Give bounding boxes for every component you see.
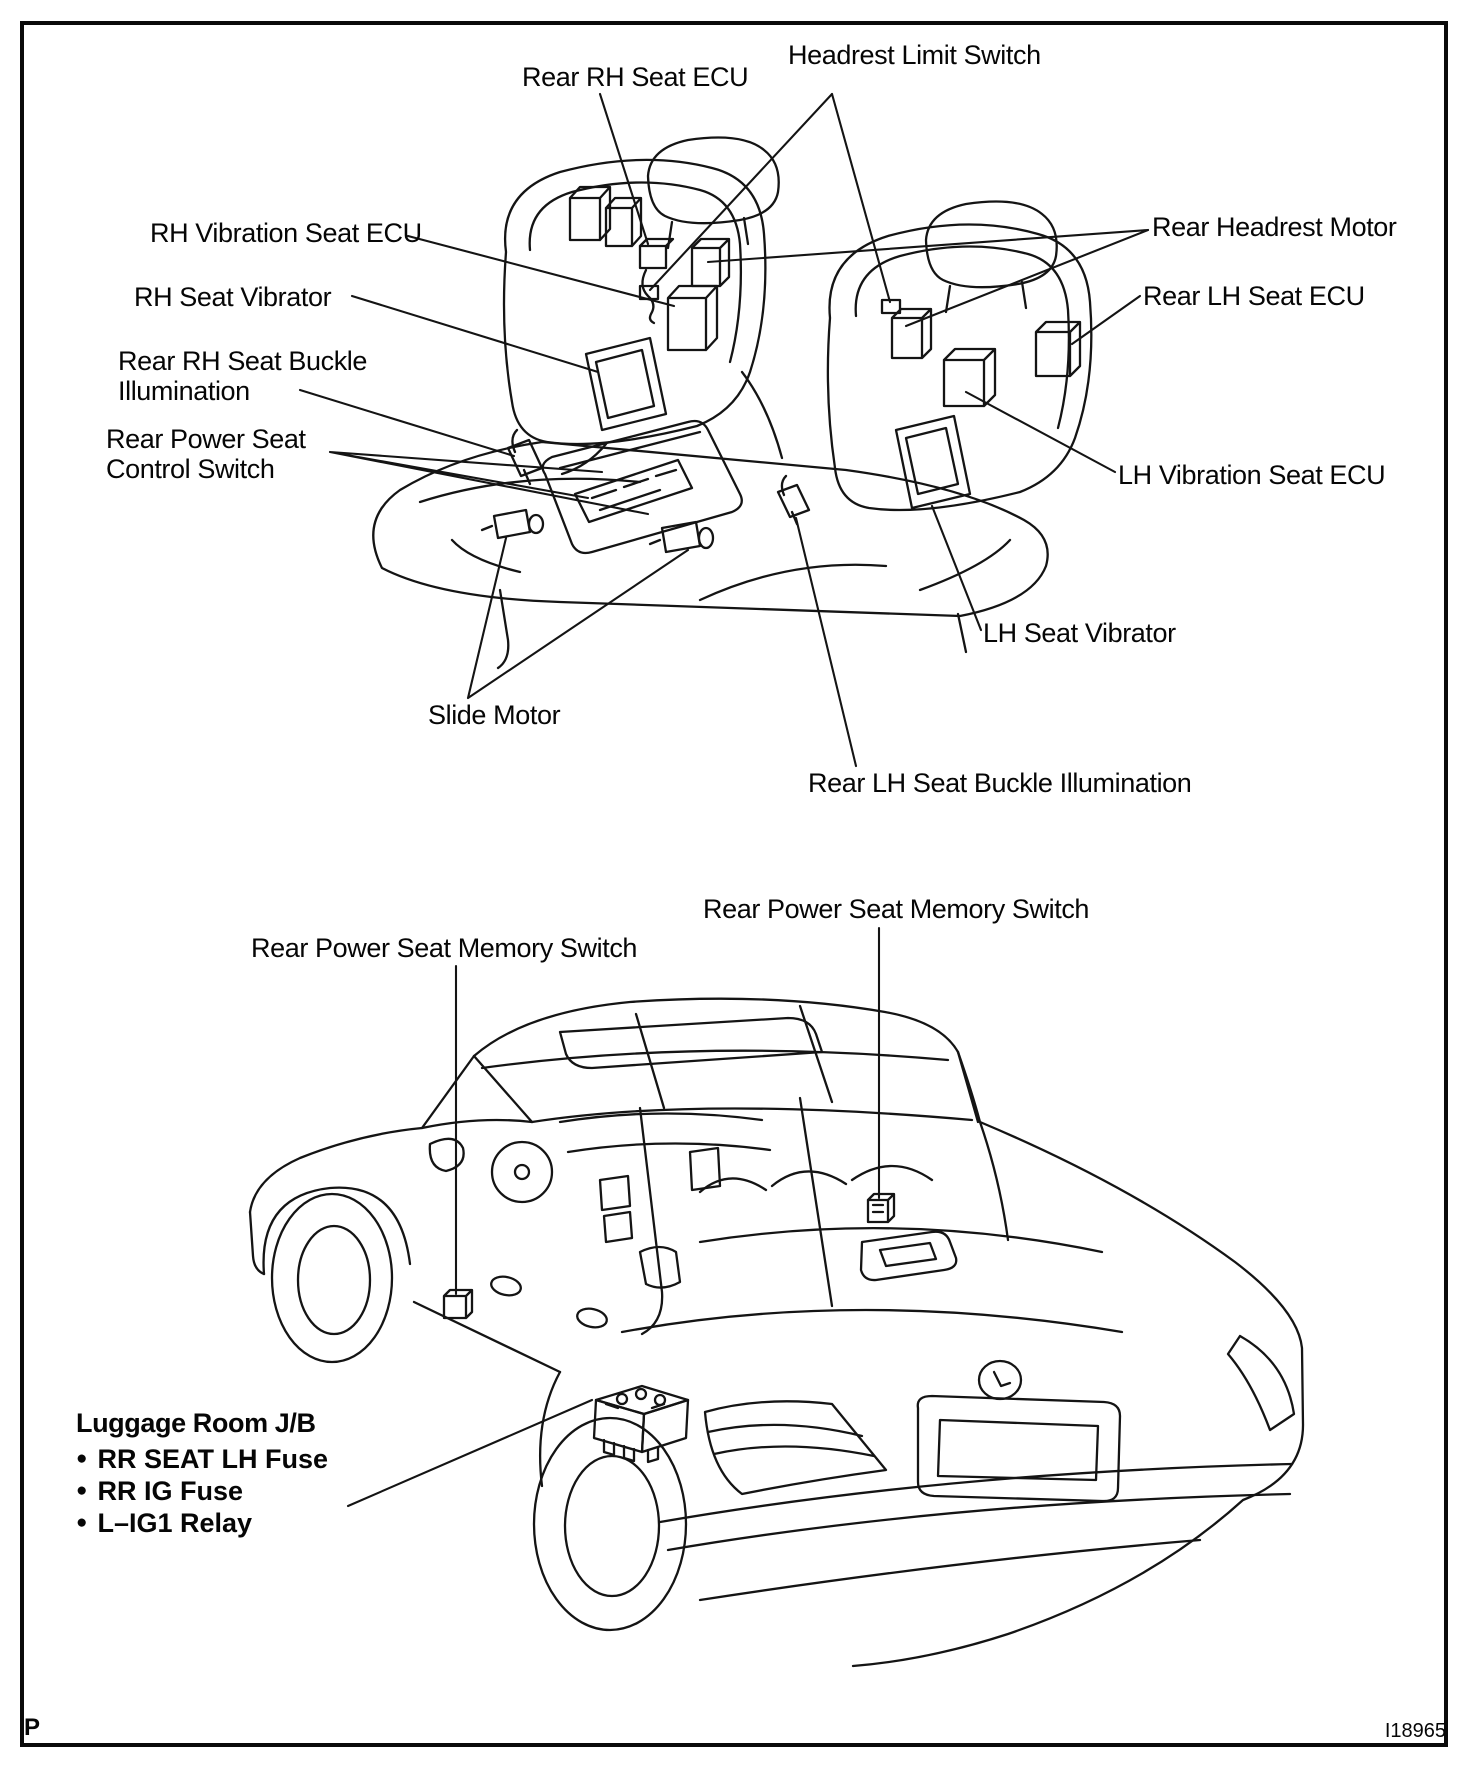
figure-code: I18965 — [1384, 1720, 1446, 1742]
luggage-room-jb-title: Luggage Room J/B — [76, 1408, 316, 1438]
lh-vibration-seat-ecu-art — [944, 349, 995, 406]
label-rear-power-seat-control-switch — [106, 424, 306, 484]
memory-switch-boxes-art — [444, 1194, 894, 1318]
label-headrest-limit-switch: Headrest Limit Switch — [788, 40, 1041, 70]
label-rear-headrest-motor: Rear Headrest Motor — [1152, 212, 1397, 242]
bullet-dot-icon: ● — [76, 1480, 88, 1501]
jb-item-label: RR SEAT LH Fuse — [97, 1443, 328, 1474]
label-rear-power-seat-memory-switch-left: Rear Power Seat Memory Switch — [251, 933, 638, 963]
label-rh-seat-vibrator: RH Seat Vibrator — [134, 282, 332, 312]
seat-assembly-art — [373, 138, 1091, 668]
luggage-room-jb-callout — [76, 1408, 328, 1539]
rear-headrest-motor-lh-art — [892, 309, 931, 358]
bullet-dot-icon: ● — [76, 1512, 88, 1533]
jb-list-item — [76, 1507, 328, 1539]
luggage-room-jb-box-art — [594, 1386, 688, 1462]
label-line: Rear RH Seat Buckle — [118, 346, 368, 376]
jb-item-label: L–IG1 Relay — [97, 1507, 253, 1538]
label-rear-power-seat-memory-switch-right: Rear Power Seat Memory Switch — [703, 894, 1090, 924]
label-line: Control Switch — [106, 454, 275, 484]
rear-power-seat-control-switch-art — [575, 460, 692, 522]
label-rear-rh-seat-buckle-illumination — [118, 346, 367, 406]
jb-item-label: RR IG Fuse — [97, 1475, 244, 1506]
label-line: Illumination — [118, 376, 250, 406]
jb-list-item — [76, 1475, 328, 1507]
lexus-badge-icon — [979, 1361, 1021, 1399]
luggage-room-jb-list — [76, 1443, 328, 1539]
label-rear-lh-seat-ecu: Rear LH Seat ECU — [1143, 281, 1365, 311]
bullet-dot-icon: ● — [76, 1448, 88, 1469]
car-leader-lines — [348, 928, 879, 1506]
seat-leader-lines — [300, 94, 1148, 766]
label-rear-rh-seat-ecu: Rear RH Seat ECU — [522, 62, 749, 92]
rh-seat-vibrator-art — [586, 338, 666, 430]
rear-lh-seat-buckle-art — [778, 476, 809, 524]
label-lh-vibration-seat-ecu: LH Vibration Seat ECU — [1118, 460, 1386, 490]
rh-vibration-seat-ecu-art — [668, 286, 717, 350]
page-letter: P — [24, 1714, 41, 1741]
label-line: Rear Power Seat — [106, 424, 306, 454]
rear-lh-seat-ecu-art — [1036, 322, 1080, 376]
car-art — [250, 999, 1303, 1666]
label-rh-vibration-seat-ecu: RH Vibration Seat ECU — [150, 218, 422, 248]
jb-list-item — [76, 1443, 328, 1475]
label-slide-motor: Slide Motor — [428, 700, 561, 730]
label-lh-seat-vibrator: LH Seat Vibrator — [983, 618, 1176, 648]
slide-motor-art — [482, 510, 713, 552]
label-rear-lh-seat-buckle-illumination: Rear LH Seat Buckle Illumination — [808, 768, 1192, 798]
